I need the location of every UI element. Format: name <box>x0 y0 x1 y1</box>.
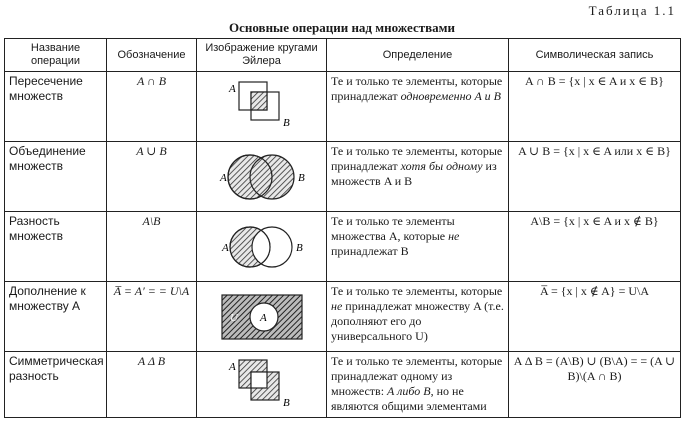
operation-definition: Те и только те элементы множества A, которые не принадлежат B <box>327 212 509 282</box>
label-b: B <box>295 241 303 254</box>
euler-diagram-intersection <box>197 72 327 142</box>
operation-notation: A ∪ B <box>107 142 197 212</box>
symbolic-notation: A ∩ B = {x | x ∈ A и x ∈ B} <box>509 72 681 142</box>
operation-notation: A\B <box>107 212 197 282</box>
label-a: A <box>228 82 236 95</box>
header-definition: Определение <box>327 39 509 72</box>
label-b: B <box>282 396 290 409</box>
euler-diagram-symmetric-difference <box>197 352 327 418</box>
label-a: A <box>228 360 236 373</box>
label-a: A <box>219 171 227 184</box>
table-row <box>5 72 681 142</box>
table-title: Основные операции над множествами <box>229 20 455 35</box>
header-euler: Изображение кругами Эйлера <box>197 39 327 72</box>
label-b: B <box>297 171 305 184</box>
header-symbolic: Символическая запись <box>509 39 681 72</box>
operation-definition: Те и только те элементы, которые принадлежат одному из множеств: A либо B, но не являются общими элементами <box>327 352 509 418</box>
operation-definition: Те и только те элементы, которые принадлежат хотя бы одному из множеств A и B <box>327 142 509 212</box>
symbolic-notation: A\B = {x | x ∈ A и x ∉ B} <box>509 212 681 282</box>
header-row <box>5 39 681 72</box>
table-row <box>5 352 681 418</box>
operation-definition: Те и только те элементы, которые принадлежат одновременно A и B <box>327 72 509 142</box>
label-a: A <box>221 241 229 254</box>
operation-notation: A̅ = A′ = = U\A <box>107 282 197 352</box>
header-name: Название операции <box>5 39 107 72</box>
operation-notation: A ∩ B <box>107 72 197 142</box>
symbolic-notation: A ∪ B = {x | x ∈ A или x ∈ B} <box>509 142 681 212</box>
set-operations-table <box>4 38 681 418</box>
operation-definition: Те и только те элементы, которые не принадлежат множеству A (т.е. дополняют его до универсального U) <box>327 282 509 352</box>
euler-diagram-difference <box>197 212 327 282</box>
operation-name: Дополнение к множеству A <box>5 282 107 352</box>
table-row <box>5 212 681 282</box>
label-u: U <box>229 311 238 324</box>
euler-diagram-union <box>197 142 327 212</box>
operation-notation: A Δ B <box>107 352 197 418</box>
operation-name: Объединение множеств <box>5 142 107 212</box>
symbolic-notation: A̅ = {x | x ∉ A} = U\A <box>509 282 681 352</box>
table-row <box>5 142 681 212</box>
label-a: A <box>259 311 267 324</box>
operation-name: Разность множеств <box>5 212 107 282</box>
table-number-label: Таблица 1.1 <box>588 3 676 18</box>
header-notation: Обозначение <box>107 39 197 72</box>
label-b: B <box>282 116 290 129</box>
operation-name: Пересечение множеств <box>5 72 107 142</box>
table-row <box>5 282 681 352</box>
symbolic-notation: A Δ B = (A\B) ∪ (B\A) = = (A ∪ B)\(A ∩ B) <box>509 352 681 418</box>
euler-diagram-complement <box>197 282 327 352</box>
operation-name: Симметрическая разность <box>5 352 107 418</box>
